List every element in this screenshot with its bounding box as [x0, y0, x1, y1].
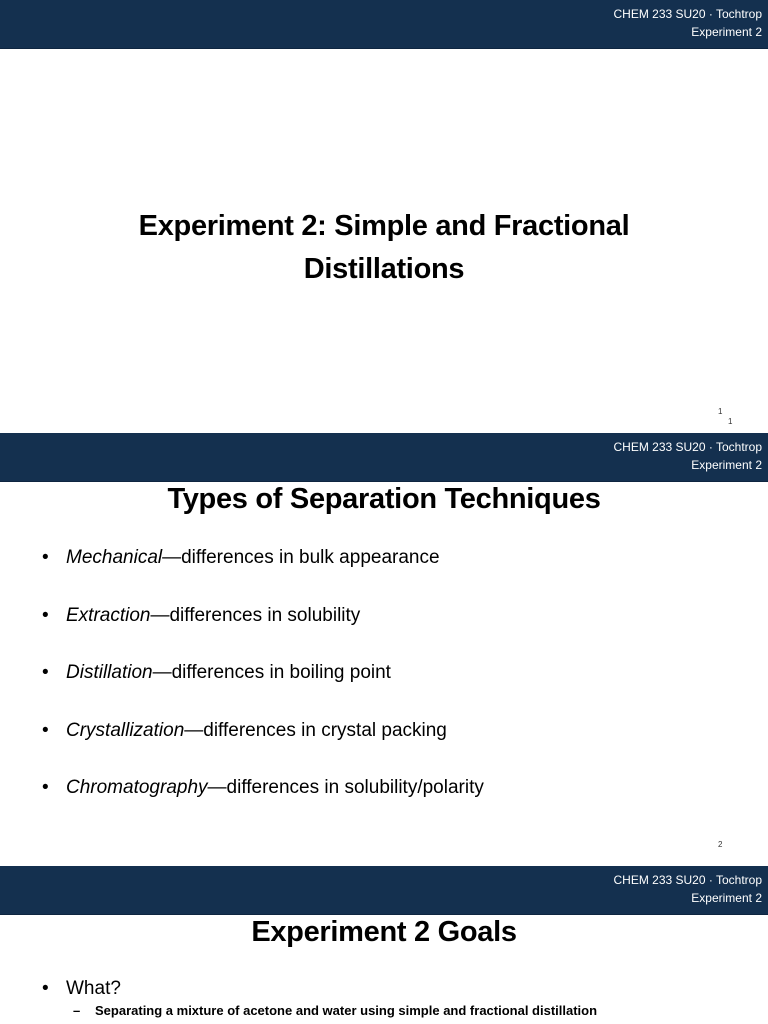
title-line-1: Experiment 2: Simple and Fractional [138, 210, 630, 242]
dash-icon: – [73, 1003, 81, 1018]
header-text [613, 438, 762, 474]
technique-term: Crystallization [66, 720, 185, 741]
bullet-icon: • [42, 547, 49, 568]
technique-term: Chromatography [66, 777, 208, 798]
slide-1 [0, 0, 768, 433]
bullet-icon: • [42, 978, 49, 999]
course-label: CHEM 233 SU20 · Tochtrop [613, 440, 762, 454]
experiment-label: Experiment 2 [691, 891, 762, 905]
slide-header-bar [0, 0, 768, 49]
technique-term: Distillation [66, 662, 153, 683]
technique-desc: —differences in crystal packing [184, 720, 447, 741]
list-item [42, 604, 360, 628]
slide-title: Experiment 2 Goals [251, 916, 517, 948]
goal-question: What? [66, 978, 121, 999]
course-label: CHEM 233 SU20 · Tochtrop [613, 7, 762, 21]
goal-detail: Separating a mixture of acetone and water using simple and fractional distillation [95, 1003, 598, 1018]
bullet-icon: • [42, 720, 49, 741]
page-number: 1 [718, 407, 723, 416]
header-text [613, 871, 762, 907]
technique-desc: —differences in boiling point [152, 662, 391, 683]
page-number-secondary: 1 [728, 417, 733, 426]
course-label: CHEM 233 SU20 · Tochtrop [613, 873, 762, 887]
technique-desc: —differences in bulk appearance [162, 547, 440, 568]
technique-term: Mechanical [66, 547, 163, 568]
slide-header-bar [0, 866, 768, 915]
experiment-label: Experiment 2 [691, 25, 762, 39]
page-number: 2 [718, 840, 723, 849]
bullet-icon: • [42, 662, 49, 683]
technique-desc: —differences in solubility/polarity [207, 777, 484, 798]
experiment-label: Experiment 2 [691, 458, 762, 472]
header-text [613, 5, 762, 41]
list-item [42, 719, 447, 743]
list-item [42, 661, 391, 685]
list-item [42, 776, 484, 800]
sub-list-item [73, 1002, 597, 1020]
slide-2 [0, 433, 768, 866]
bullet-icon: • [42, 777, 49, 798]
slide-3 [0, 866, 768, 1024]
bullet-icon: • [42, 605, 49, 626]
slide-header-bar [0, 433, 768, 482]
slide-title: Types of Separation Techniques [167, 483, 601, 515]
technique-term: Extraction [66, 605, 151, 626]
technique-desc: —differences in solubility [150, 605, 361, 626]
slide-title [0, 205, 768, 291]
title-line-2: Distillations [303, 253, 465, 285]
list-item [42, 977, 121, 1001]
list-item [42, 546, 440, 570]
